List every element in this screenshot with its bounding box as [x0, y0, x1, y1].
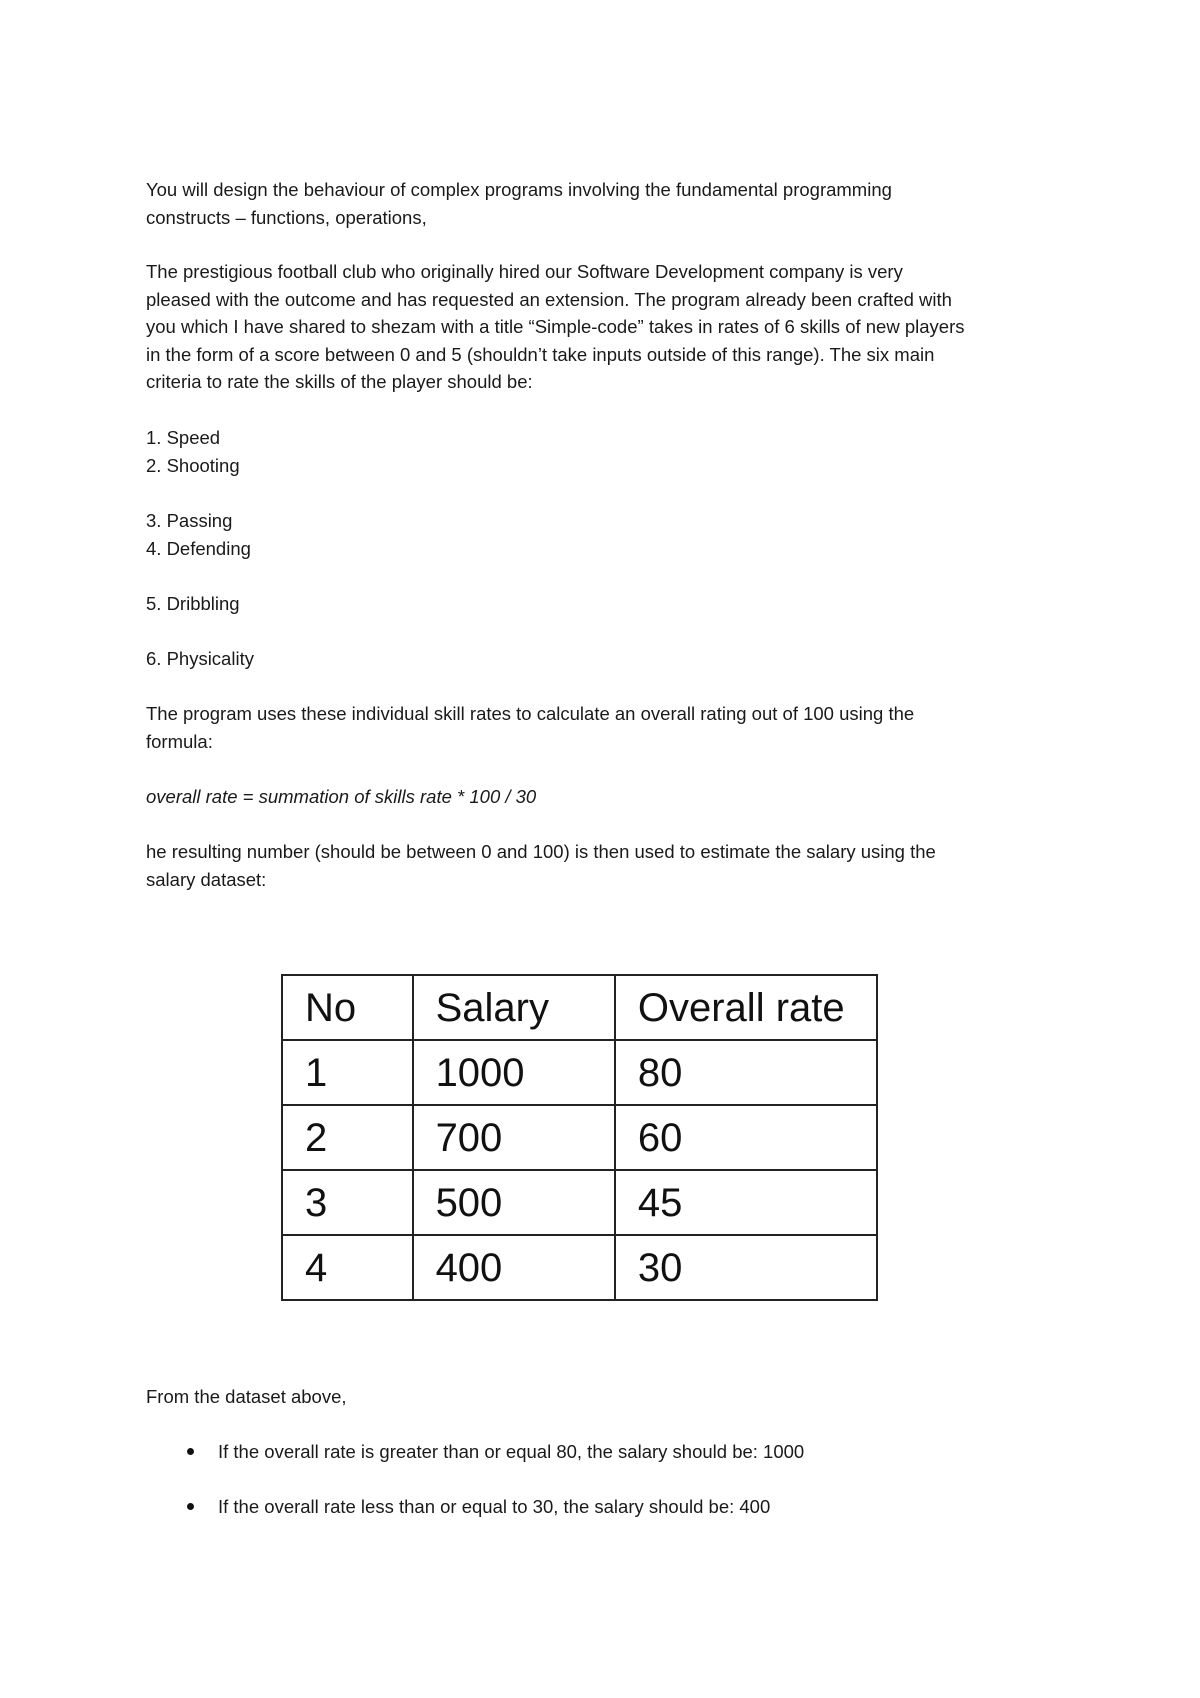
- formula-intro-line-1: The program uses these individual skill rates to calculate an overall rating out of 100 using the: [146, 703, 915, 725]
- rules-list: [146, 1438, 804, 1548]
- header-salary: Salary: [413, 975, 615, 1040]
- table-row: [282, 1170, 877, 1235]
- skill-item-defending: 4. Defending: [146, 537, 251, 559]
- header-no: No: [282, 975, 413, 1040]
- cell-no: 3: [282, 1170, 413, 1235]
- bullet-icon: [187, 1448, 194, 1455]
- table-header-row: [282, 975, 877, 1040]
- formula-text: overall rate = summation of skills rate * 100 / 30: [146, 786, 537, 807]
- formula-intro-line-2: formula:: [146, 730, 213, 752]
- header-overall-rate: Overall rate: [615, 975, 877, 1040]
- cell-no: 4: [282, 1235, 413, 1300]
- cell-salary: 1000: [413, 1040, 615, 1105]
- table-row: [282, 1105, 877, 1170]
- cell-no: 1: [282, 1040, 413, 1105]
- result-line-1: he resulting number (should be between 0 and 100) is then used to estimate the salary using the: [146, 841, 936, 863]
- table-row: [282, 1040, 877, 1105]
- cell-salary: 700: [413, 1105, 615, 1170]
- cell-no: 2: [282, 1105, 413, 1170]
- rule-text: If the overall rate less than or equal to 30, the salary should be: 400: [218, 1496, 771, 1518]
- description-line-5: criteria to rate the skills of the player should be:: [146, 371, 533, 393]
- skill-item-speed: 1. Speed: [146, 427, 221, 448]
- skill-item-dribbling: 5. Dribbling: [146, 592, 240, 614]
- description-line-1: The prestigious football club who originally hired our Software Development company is very: [146, 261, 903, 282]
- cell-salary: 500: [413, 1170, 615, 1235]
- cell-salary: 400: [413, 1235, 615, 1300]
- skill-item-shooting: 2. Shooting: [146, 454, 240, 476]
- cell-overall-rate: 60: [615, 1105, 877, 1170]
- skill-item-passing: 3. Passing: [146, 510, 233, 531]
- description-line-4: in the form of a score between 0 and 5 (shouldn’t take inputs outside of this range). The six main: [146, 343, 935, 365]
- list-item: [146, 1493, 804, 1521]
- rule-text: If the overall rate is greater than or equal 80, the salary should be: 1000: [218, 1441, 805, 1462]
- cell-overall-rate: 80: [615, 1040, 877, 1105]
- cell-overall-rate: 30: [615, 1235, 877, 1300]
- dataset-intro: From the dataset above,: [146, 1386, 347, 1407]
- intro-line-2: constructs – functions, operations,: [146, 206, 427, 228]
- skill-item-physicality: 6. Physicality: [146, 648, 254, 669]
- description-line-2: pleased with the outcome and has requested an extension. The program already been crafted with: [146, 288, 952, 310]
- cell-overall-rate: 45: [615, 1170, 877, 1235]
- list-item: [146, 1438, 804, 1466]
- description-line-3: you which I have shared to shezam with a title “Simple-code” takes in rates of 6 skills of new players: [146, 316, 965, 338]
- table-row: [282, 1235, 877, 1300]
- intro-line-1: You will design the behaviour of complex programs involving the fundamental programming: [146, 179, 892, 200]
- result-line-2: salary dataset:: [146, 868, 267, 890]
- salary-table: [281, 974, 878, 1301]
- bullet-icon: [187, 1503, 194, 1510]
